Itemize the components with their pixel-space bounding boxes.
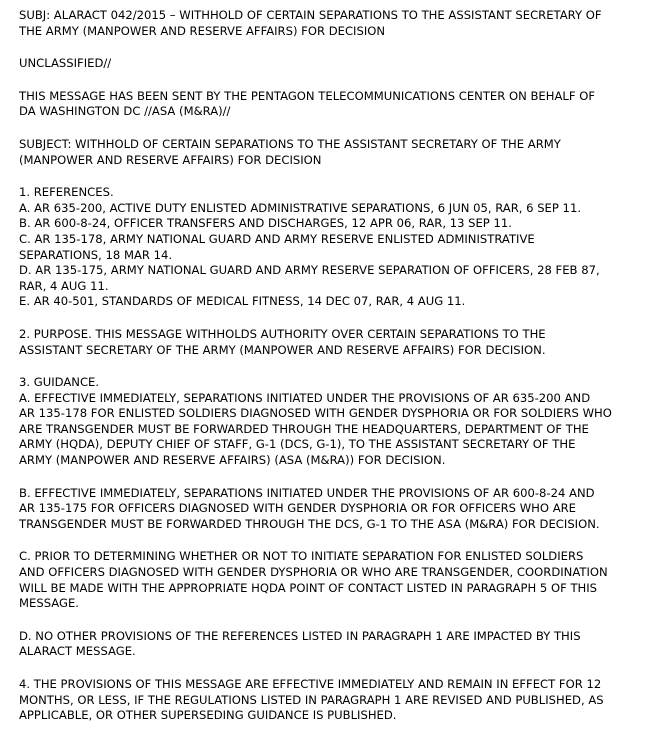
text-line: SUBJ: ALARACT 042/2015 – WITHHOLD OF CERTAIN SEPARATIONS TO THE ASSISTANT SECRETARY OF bbox=[19, 8, 602, 22]
message-document bbox=[19, 8, 643, 741]
text-line: THE ARMY (MANPOWER AND RESERVE AFFAIRS) FOR DECISION bbox=[19, 23, 386, 38]
sent-by-notice-paragraph bbox=[19, 89, 643, 120]
text-line: D. NO OTHER PROVISIONS OF THE REFERENCES LISTED IN PARAGRAPH 1 ARE IMPACTED BY THIS bbox=[19, 628, 581, 643]
subj-line-paragraph bbox=[19, 8, 643, 39]
text-line: (MANPOWER AND RESERVE AFFAIRS) FOR DECISION bbox=[19, 152, 322, 167]
text-line: ALARACT MESSAGE. bbox=[19, 644, 136, 659]
text-line: MONTHS, OR LESS, IF THE REGULATIONS LISTED IN PARAGRAPH 1 ARE REVISED AND PUBLISHED, AS bbox=[19, 692, 604, 707]
purpose-paragraph bbox=[19, 327, 643, 358]
text-line: D. AR 135-175, ARMY NATIONAL GUARD AND ARMY RESERVE SEPARATION OF OFFICERS, 28 FEB 87, bbox=[19, 263, 600, 278]
text-line: THIS MESSAGE HAS BEEN SENT BY THE PENTAGON TELECOMMUNICATIONS CENTER ON BEHALF OF bbox=[19, 88, 596, 103]
text-line: E. AR 40-501, STANDARDS OF MEDICAL FITNESS, 14 DEC 07, RAR, 4 AUG 11. bbox=[19, 294, 466, 309]
text-line: MESSAGE. bbox=[19, 596, 79, 611]
text-line: C. AR 135-178, ARMY NATIONAL GUARD AND ARMY RESERVE ENLISTED ADMINISTRATIVE bbox=[19, 231, 535, 246]
text-line: SEPARATIONS, 18 MAR 14. bbox=[19, 247, 173, 262]
text-line: WILL BE MADE WITH THE APPROPRIATE HQDA POINT OF CONTACT LISTED IN PARAGRAPH 5 OF THIS bbox=[19, 580, 598, 595]
references-paragraph bbox=[19, 185, 643, 310]
text-line: AND OFFICERS DIAGNOSED WITH GENDER DYSPHORIA OR WHO ARE TRANSGENDER, COORDINATION bbox=[19, 565, 608, 580]
text-line: 1. REFERENCES. bbox=[19, 185, 114, 200]
text-line: RAR, 4 AUG 11. bbox=[19, 278, 109, 293]
text-line: 3. GUIDANCE. bbox=[19, 375, 100, 390]
text-line: AR 135-175 FOR OFFICERS DIAGNOSED WITH GENDER DYSPHORIA OR FOR OFFICERS WHO ARE bbox=[19, 501, 577, 516]
text-line: C. PRIOR TO DETERMINING WHETHER OR NOT TO INITIATE SEPARATION FOR ENLISTED SOLDIERS bbox=[19, 549, 584, 564]
provisions-paragraph bbox=[19, 677, 643, 724]
text-line: ARMY (HQDA), DEPUTY CHIEF OF STAFF, G-1 (DCS, G-1), TO THE ASSISTANT SECRETARY OF THE bbox=[19, 437, 576, 452]
guidance-d-paragraph bbox=[19, 629, 643, 660]
text-line: SUBJECT: WITHHOLD OF CERTAIN SEPARATIONS TO THE ASSISTANT SECRETARY OF THE ARMY bbox=[19, 136, 561, 151]
text-line: B. AR 600-8-24, OFFICER TRANSFERS AND DISCHARGES, 12 APR 06, RAR, 13 SEP 11. bbox=[19, 216, 512, 231]
text-line: A. EFFECTIVE IMMEDIATELY, SEPARATIONS INITIATED UNDER THE PROVISIONS OF AR 635-200 AND bbox=[19, 390, 591, 405]
text-line: A. AR 635-200, ACTIVE DUTY ENLISTED ADMINISTRATIVE SEPARATIONS, 6 JUN 05, RAR, 6 SEP 11. bbox=[19, 200, 582, 215]
subject-line-paragraph bbox=[19, 137, 643, 168]
text-line: DA WASHINGTON DC //ASA (M&RA)// bbox=[19, 104, 231, 119]
guidance-a-paragraph bbox=[19, 375, 643, 469]
text-line: ARMY (MANPOWER AND RESERVE AFFAIRS) (ASA (M&RA)) FOR DECISION. bbox=[19, 453, 446, 468]
text-line: B. EFFECTIVE IMMEDIATELY, SEPARATIONS INITIATED UNDER THE PROVISIONS OF AR 600-8-24 AND bbox=[19, 485, 595, 500]
text-line: 2. PURPOSE. THIS MESSAGE WITHHOLDS AUTHORITY OVER CERTAIN SEPARATIONS TO THE bbox=[19, 326, 546, 341]
text-line: ARE TRANSGENDER MUST BE FORWARDED THROUGH THE HEADQUARTERS, DEPARTMENT OF THE bbox=[19, 421, 589, 436]
text-line: AR 135-178 FOR ENLISTED SOLDIERS DIAGNOSED WITH GENDER DYSPHORIA OR FOR SOLDIERS WHO bbox=[19, 406, 612, 421]
guidance-c-paragraph bbox=[19, 549, 643, 611]
text-line: APPLICABLE, OR OTHER SUPERSEDING GUIDANCE IS PUBLISHED. bbox=[19, 708, 397, 723]
text-line: UNCLASSIFIED// bbox=[19, 56, 112, 71]
text-line: 4. THE PROVISIONS OF THIS MESSAGE ARE EFFECTIVE IMMEDIATELY AND REMAIN IN EFFECT FOR 12 bbox=[19, 677, 602, 691]
text-line: ASSISTANT SECRETARY OF THE ARMY (MANPOWER AND RESERVE AFFAIRS) FOR DECISION. bbox=[19, 342, 546, 357]
guidance-b-paragraph bbox=[19, 486, 643, 533]
classification-paragraph bbox=[19, 56, 643, 72]
text-line: TRANSGENDER MUST BE FORWARDED THROUGH THE DCS, G-1 TO THE ASA (M&RA) FOR DECISION. bbox=[19, 516, 600, 531]
